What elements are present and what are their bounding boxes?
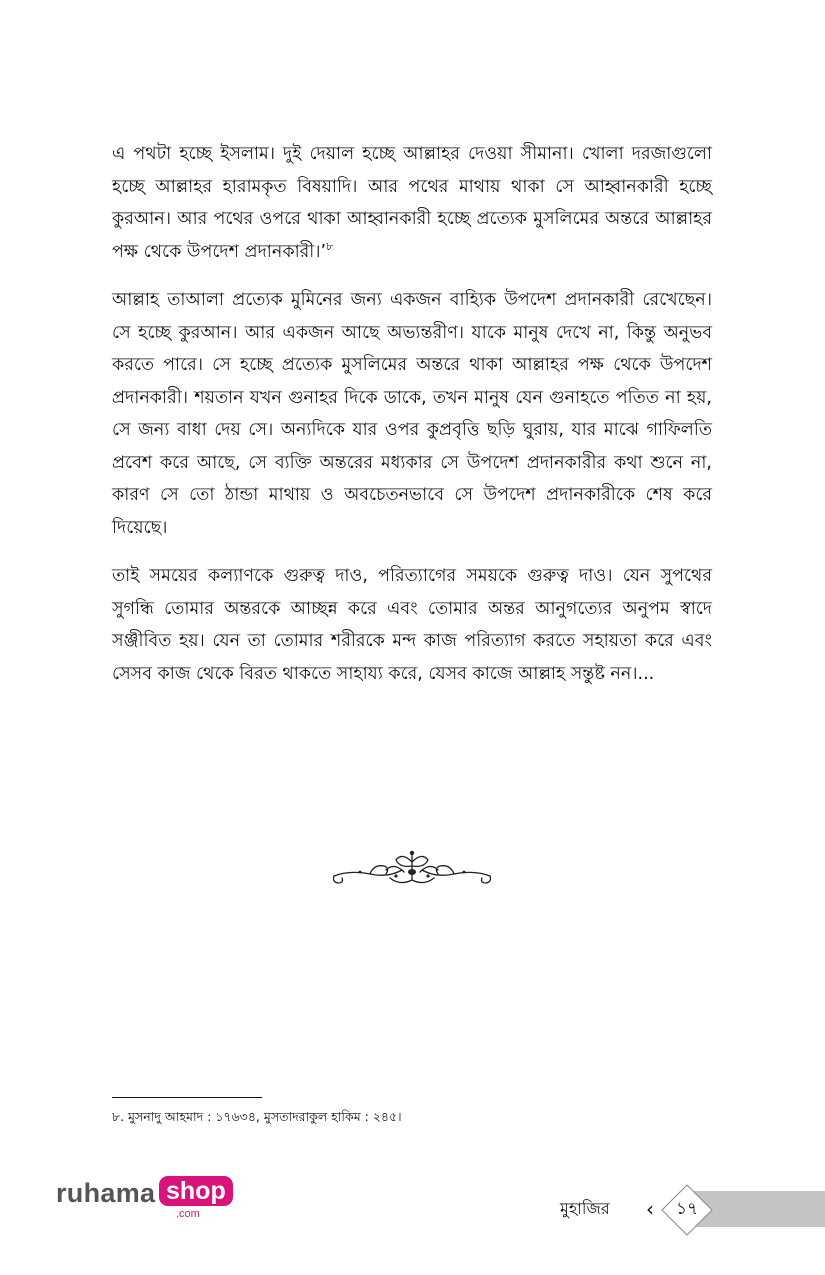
page-number: ১৭ <box>675 1199 699 1219</box>
brand-name: ruhama <box>56 1178 156 1208</box>
running-head: মুহাজির <box>560 1199 610 1218</box>
footnote-reference[interactable]: ৮ <box>326 239 334 253</box>
paragraph-3: তাই সময়ের কল্যাণকে গুরুত্ব দাও, পরিত্যাগের সময়কে গুরুত্ব দাও। যেন সুপথের সুগন্ধি তোমার অন্তরকে আচ্ছন্ন করে এবং তোমার অন্তর আনুগত্যের অনুপম স্বাদে সঞ্জীবিত হয়। যেন তা তোমার শরীরকে মন্দ কাজ পরিত্যাগ করতে সহায়তা করে এবং সেসব কাজ থেকে বিরত থাকতে সাহায্য করে, যেসব কাজে আল্লাহ সন্তুষ্ট নন।... <box>112 566 712 684</box>
footnote-divider <box>112 1097 262 1098</box>
brand-domain: .com <box>176 1208 200 1220</box>
brand-badge: shop <box>159 1176 233 1206</box>
paragraph-2: আল্লাহ তাআলা প্রত্যেক মুমিনের জন্য একজন বাহ্যিক উপদেশ প্রদানকারী রেখেছেন। সে হচ্ছে কুরআন। আর একজন আছে অভ্যন্তরীণ। যাকে মানুষ দেখে না, কিন্তু অনুভব করতে পারে। সে হচ্ছে প্রত্যেক মুসলিমের অন্তরে থাকা আল্লাহর পক্ষ থেকে উপদেশ প্রদানকারী। শয়তান যখন গুনাহর দিকে ডাকে, তখন মানুষ যেন গুনাহতে পতিত না হয়, সে জন্য বাধা দেয় সে। অন্যদিকে যার ওপর কুপ্রবৃত্তি ছড়ি ঘুরায়, যার মাঝে গাফিলতি প্রবেশ করে আছে, সে ব্যক্তি অন্তরের মধ্যকার সে উপদেশ প্রদানকারীর কথা শুনে না, কারণ সে তো ঠান্ডা মাথায় ও অবচেতনভাবে সে উপদেশ প্রদানকারীকে শেষ করে দিয়েছে। <box>112 290 712 538</box>
chevron-left-icon: ‹ <box>646 1197 654 1221</box>
paragraph-1 <box>112 138 712 268</box>
footnote: ৮. মুসনাদু আহমাদ : ১৭৬৩৪, মুসতাদরাকুল হাকিম : ২৪৫। <box>112 1109 402 1124</box>
floral-divider-ornament-icon <box>330 848 494 890</box>
paragraph-1-text: এ পথটা হচ্ছে ইসলাম। দুই দেয়াল হচ্ছে আল্লাহর দেওয়া সীমানা। খোলা দরজাগুলো হচ্ছে আল্লাহর হারামকৃত বিষয়াদি। আর পথের মাথায় থাকা সে আহ্বানকারী হচ্ছে কুরআন। আর পথের ওপরে থাকা আহ্বানকারী হচ্ছে প্রত্যেক মুসলিমের অন্তরে আল্লাহর পক্ষ থেকে উপদেশ প্রদানকারী।’ <box>112 144 712 262</box>
publisher-logo[interactable] <box>56 1172 226 1222</box>
body-text <box>112 138 712 706</box>
